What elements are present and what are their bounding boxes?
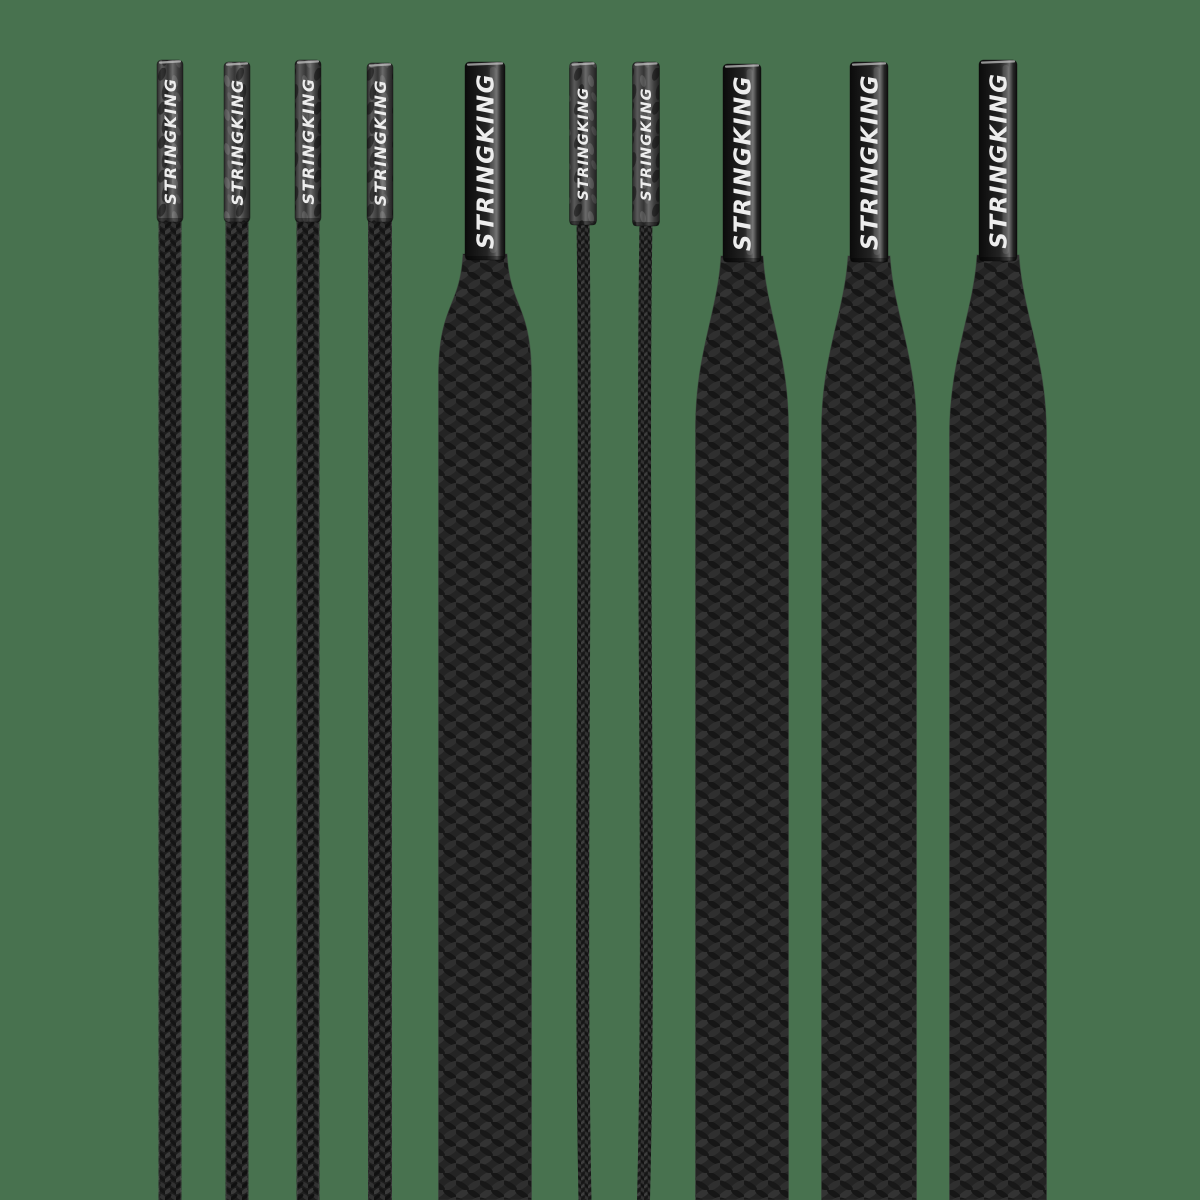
aglet-top-cut (298, 61, 318, 62)
aglet-brand-text: STRINGKING (857, 73, 884, 251)
aglet-bottom-shade (980, 257, 1017, 261)
aglet-brand-text: STRINGKING (639, 87, 656, 201)
cord-edge-highlight (226, 216, 227, 1200)
sidewall-string-3 (295, 60, 321, 1200)
sidewall-string-4 (367, 63, 393, 1200)
crosslace-body (583, 219, 585, 1200)
cord-edge-highlight (391, 216, 392, 1200)
shooting-lace-body (696, 256, 789, 1200)
cord-body (226, 216, 249, 1200)
aglet-top-cut (160, 61, 180, 62)
aglet-bottom-shade (225, 218, 250, 222)
aglet-top-cut (468, 63, 502, 64)
cord-edge-highlight (368, 216, 369, 1200)
shooting-lace-body (950, 255, 1047, 1200)
aglet-bottom-shade (466, 256, 505, 260)
aglet-bottom-shade (570, 221, 596, 225)
aglet-brand-text: STRINGKING (370, 78, 390, 207)
aglet-brand-text: STRINGKING (227, 78, 247, 206)
aglet-top-cut (726, 65, 758, 66)
cord-edge-highlight (297, 216, 298, 1200)
cord-edge-highlight (159, 216, 160, 1200)
aglet-top-cut (982, 61, 1014, 62)
aglet-top-cut (370, 64, 390, 65)
sidewall-string-1 (157, 60, 183, 1200)
cord-edge-highlight (247, 216, 248, 1200)
sidewall-string-2 (224, 62, 250, 1200)
aglet-bottom-shade (724, 258, 761, 262)
aglet-bottom-shade (851, 258, 888, 262)
aglet-bottom-shade (296, 218, 321, 222)
cord-body (297, 216, 320, 1200)
cord-body (159, 216, 182, 1200)
aglet-brand-text: STRINGKING (986, 72, 1013, 249)
cord-edge-highlight (318, 216, 319, 1200)
cord-body (368, 216, 392, 1200)
aglet-top-cut (853, 63, 885, 64)
aglet-bottom-shade (633, 222, 659, 226)
aglet-brand-text: STRINGKING (298, 77, 318, 205)
aglet-top-cut (573, 63, 594, 64)
crosslace-body (644, 220, 647, 1200)
aglet-top-cut (227, 63, 247, 64)
aglet-brand-text: STRINGKING (576, 86, 593, 201)
shooting-lace-body (822, 256, 917, 1200)
aglet-brand-text: STRINGKING (730, 74, 757, 252)
shooting-lace-body (439, 254, 532, 1200)
aglet-brand-text: STRINGKING (473, 72, 500, 250)
aglet-brand-text: STRINGKING (160, 77, 180, 205)
aglet-top-cut (636, 63, 657, 64)
aglet-bottom-shade (368, 218, 393, 222)
aglet-bottom-shade (158, 218, 183, 222)
cord-edge-highlight (180, 216, 181, 1200)
